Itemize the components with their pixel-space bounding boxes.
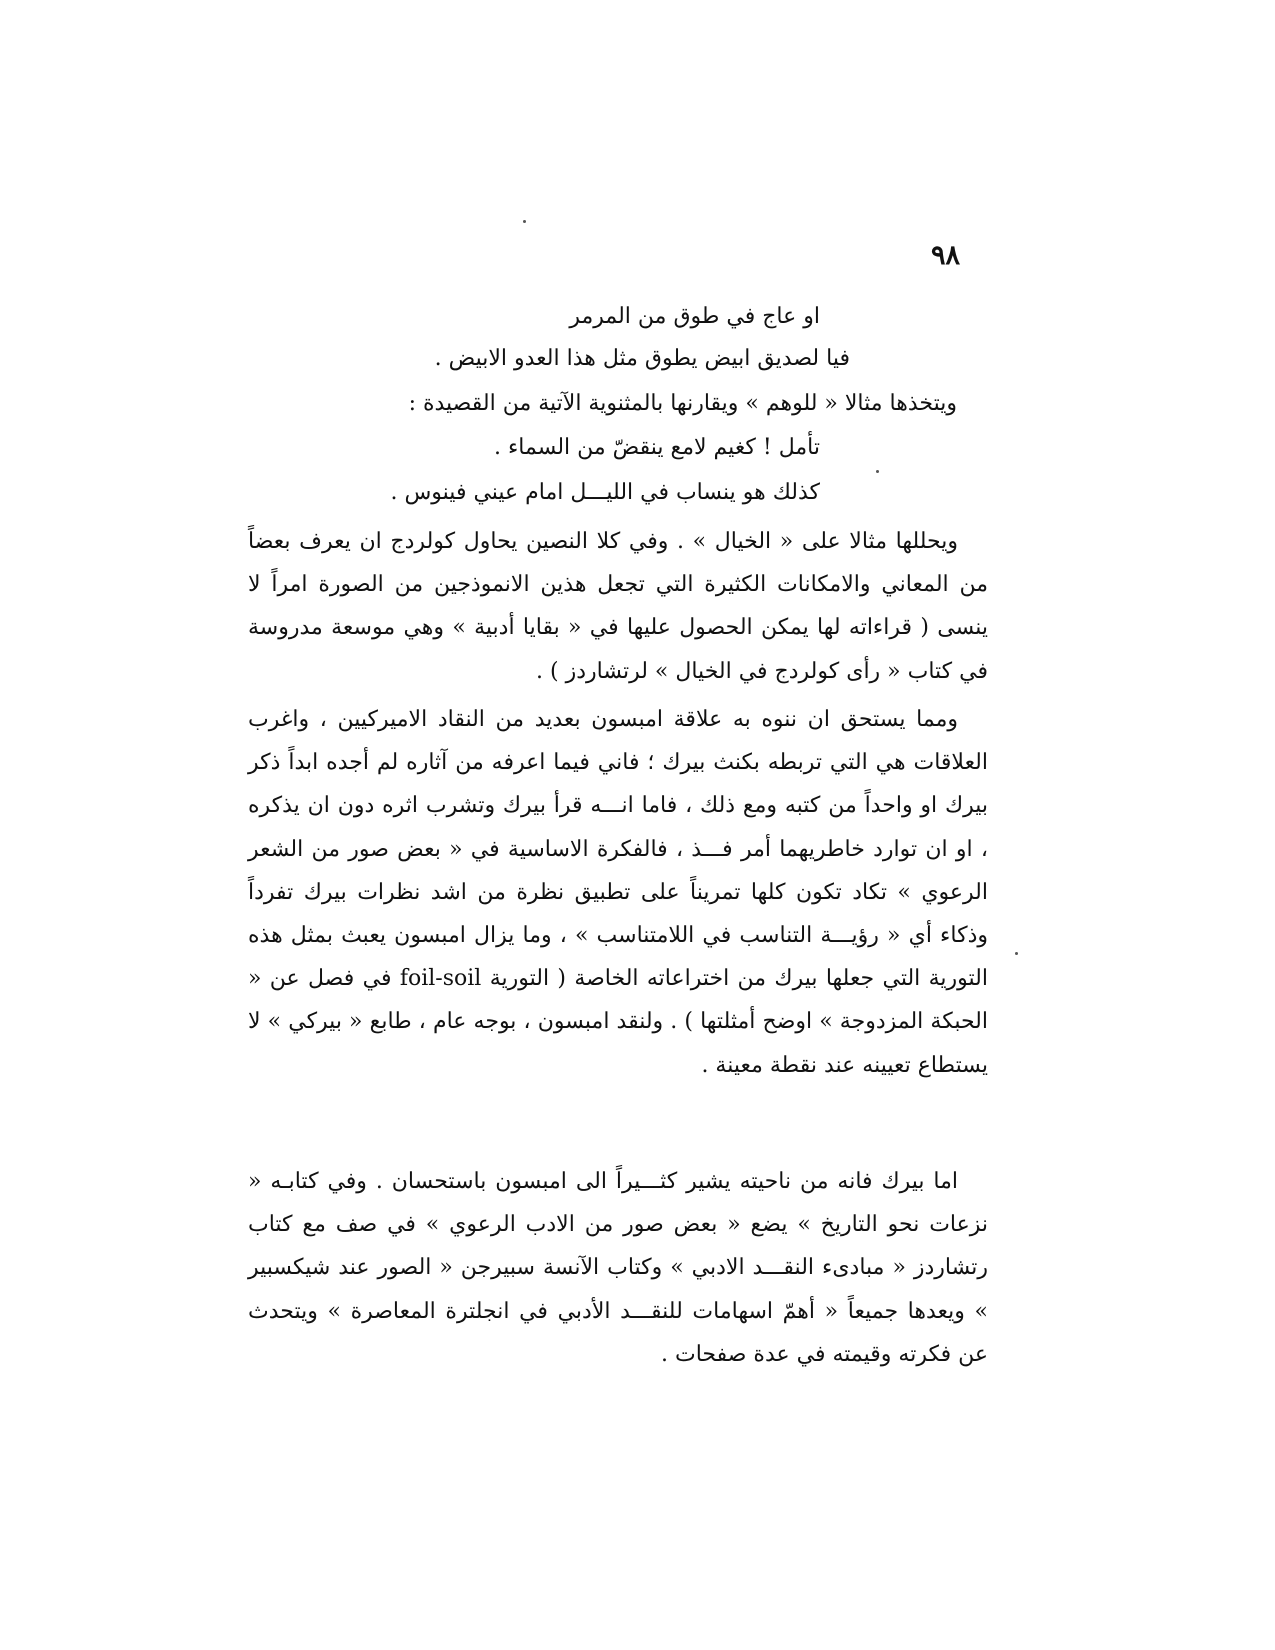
paragraph bbox=[248, 698, 988, 1087]
scan-speck bbox=[876, 470, 879, 473]
paragraph bbox=[248, 520, 988, 693]
verse-line: فيا لصديق ابيض يطوق مثل هذا العدو الابيض . bbox=[434, 346, 850, 371]
paragraph-text: ومما يستحق ان ننوه به علاقة امبسون بعديد من النقاد الاميركيين ، واغرب العلاقات هي التي تربطه بكنث بيرك ؛ فاني فيما اعرفه من آثاره لم أجده ابداً ذكر بيرك او واحداً من كتبه ومع ذلك ، فاما انـــه قرأ بيرك وتشرب اثره دون ان يذكره ، او ان توارد خاطريهما أمر فـــذ ، فالفكرة الاساسية في « بعض صور من الشعر الرعوي » تكاد تكون كلها تمريناً على تطبيق نظرة من اشد نظرات بيرك تفرداً وذكاء أي « رؤيـــة التناسب في اللامتناسب » ، وما يزال امبسون يعبث بمثل هذه التورية التي جعلها بيرك من اختراعاته الخاصة ( التورية foil-soil في فصل عن « الحبكة المزدوجة » اوضح أمثلتها ) . ولنقد امبسون ، بوجه عام ، طابع « بيركي » لا يستطاع تعيينه عند نقطة معينة . bbox=[248, 707, 988, 1078]
paragraph bbox=[248, 1160, 988, 1376]
paragraph-text: اما بيرك فانه من ناحيته يشير كثـــيراً الى امبسون باستحسان . وفي كتابـه « نزعات نحو التاريخ » يضع « بعض صور من الادب الرعوي » في صف مع كتاب رتشاردز « مبادىء النقـــد الادبي » وكتاب الآنسة سبيرجن « الصور عند شيكسبير » ويعدها جميعاً « أهمّ اسهامات للنقـــد الأدبي في انجلترة المعاصرة » ويتحدث عن فكرته وقيمته في عدة صفحات . bbox=[248, 1169, 988, 1367]
verse-line: كذلك هو ينساب في الليـــل امام عيني فينوس . bbox=[390, 480, 820, 505]
scan-speck bbox=[523, 220, 526, 223]
page-number: ٩٨ bbox=[930, 240, 960, 271]
paragraph-text: ويحللها مثالا على « الخيال » . وفي كلا النصين يحاول كولردج ان يعرف بعضاً من المعاني والامكانات الكثيرة التي تجعل هذين الانموذجين من الصورة امراً لا ينسى ( قراءاته لها يمكن الحصول عليها في « بقايا أدبية » وهي موسعة مدروسة في كتاب « رأى كولردج في الخيال » لرتشاردز ) . bbox=[248, 529, 989, 684]
verse-line: تأمل ! كغيم لامع ينقضّ من السماء . bbox=[493, 435, 820, 460]
scan-speck bbox=[1015, 952, 1018, 955]
verse-line: ويتخذها مثالا « للوهم » ويقارنها بالمثنوية الآتية من القصيدة : bbox=[408, 391, 957, 416]
verse-line: او عاج في طوق من المرمر bbox=[569, 304, 820, 329]
